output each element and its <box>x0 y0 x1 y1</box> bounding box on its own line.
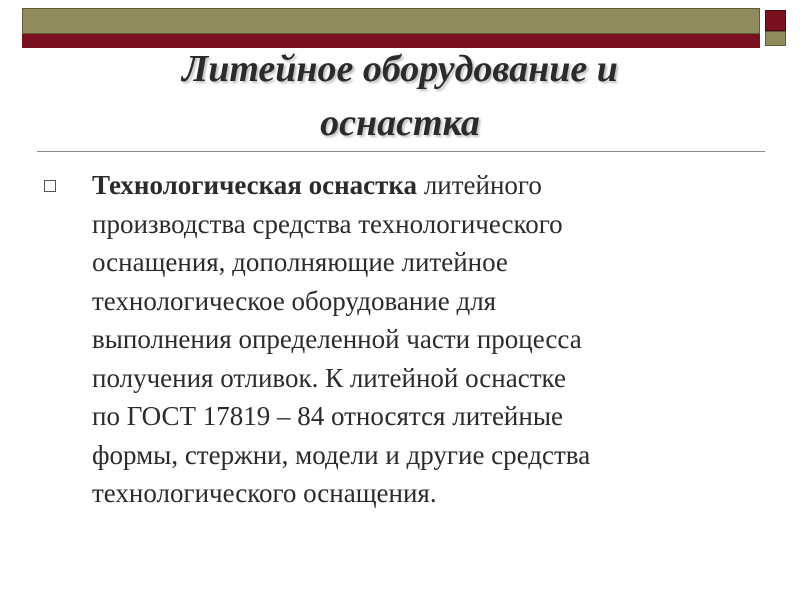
header-corner-maroon-square <box>765 10 786 31</box>
bullet-bold-lead: Технологическая оснастка <box>92 170 418 200</box>
bullet-line: по ГОСТ 17819 – 84 относятся литейные <box>92 401 563 431</box>
slide-title-line-2: оснастка <box>320 102 480 144</box>
slide-title-line-1: Литейное оборудование и <box>182 48 618 90</box>
slide-title <box>60 42 740 150</box>
bullet-line: формы, стержни, модели и другие средства <box>92 439 591 470</box>
bullet-line: получения отливок. К литейной оснастке <box>92 362 566 393</box>
hollow-square-bullet-icon <box>44 180 56 192</box>
header-corner-olive-square <box>765 31 786 46</box>
bullet-line: выполнения определенной части процесса <box>92 324 582 354</box>
bullet-line: оснащения, дополняющие литейное <box>92 247 508 277</box>
header-olive-bar <box>22 8 760 34</box>
bullet-line-1 <box>92 166 772 205</box>
bullet-line: производства средства технологического <box>92 208 563 239</box>
bullet-paragraph <box>92 166 772 513</box>
bullet-line-1-rest: литейного <box>417 170 542 200</box>
bullet-line: технологическое оборудование для <box>92 285 497 316</box>
bullet-line: технологического оснащения. <box>92 478 437 508</box>
title-divider <box>37 151 765 152</box>
